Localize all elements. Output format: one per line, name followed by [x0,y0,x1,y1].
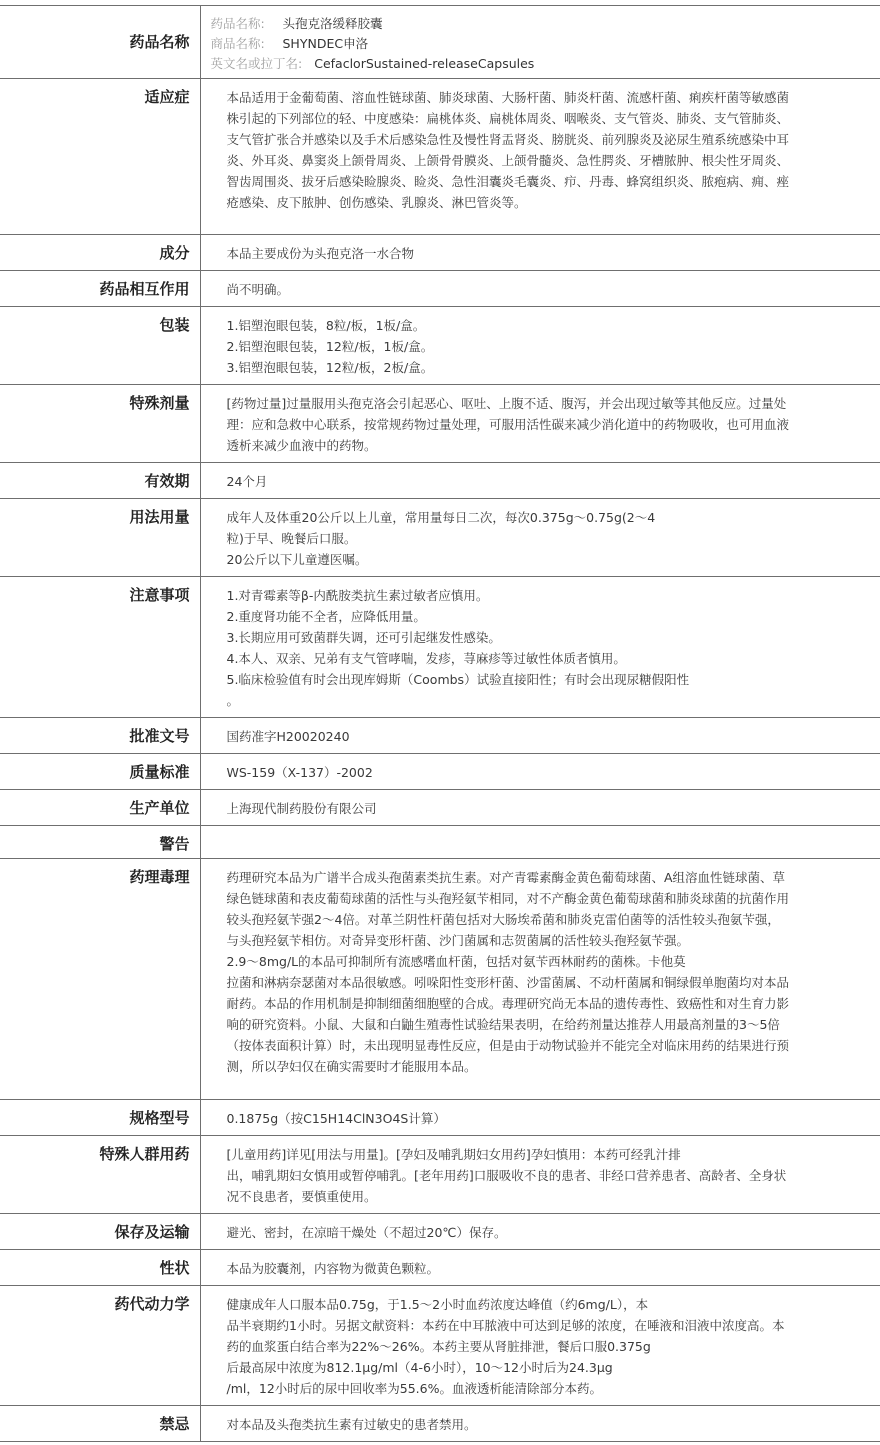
row-label: 性状 [0,1250,200,1286]
spec-row [0,385,880,463]
value-line: 。 [226,693,240,708]
generic-name-line [211,14,861,34]
row-value [200,1214,880,1250]
drug-spec-table [0,5,880,1442]
row-label: 警告 [0,826,200,859]
row-label: 特殊人群用药 [0,1136,200,1214]
name-key: 英文名或拉丁名: [210,56,303,71]
value-line: 本品主要成份为头孢克洛一水合物 [226,246,415,261]
value-line: 3.长期应用可致菌群失调，还可引起继发性感染。 [226,630,501,645]
row-value [200,1250,880,1286]
row-label: 注意事项 [0,577,200,718]
spec-row [0,1250,880,1286]
value-line: 避光、密封，在凉暗干燥处（不超过20℃）保存。 [226,1225,507,1240]
name-value: CefaclorSustained-releaseCapsules [314,56,535,71]
value-line: [药物过量]过量服用头孢克洛会引起恶心、呕吐、上腹不适、腹泻，并会出现过敏等其他反应。过量处理：应和急救中心联系，按常规药物过量处理，可服用活性碳来减少消化道中的药物吸收，也可用血液透析来减少血液中的药物。 [226,396,790,453]
value-line: 2.9～8mg/L的本品可抑制所有流感嗜血杆菌，包括对氨苄西林耐药的菌株。卡他莫 [226,954,686,969]
value-line: 拉菌和淋病奈瑟菌对本品很敏感。吲哚阳性变形杆菌、沙雷菌属、不动杆菌属和铜绿假单胞菌均对本品耐药。本品的作用机制是抑制细菌细胞壁的合成。毒理研究尚无本品的遗传毒性、致癌性和对生育力影响的研究资料。小鼠、大鼠和白鼬生殖毒性试验结果表明，在给药剂量达推荐人用最高剂量的3～5倍（按体表面积计算）时，未出现明显毒性反应，但是由于动物试验并不能完全对临床用药的结果进行预测，所以孕妇仅在确实需要时才能服用本品。 [226,975,790,1074]
value-line: 成年人及体重20公斤以上儿童，常用量每日二次，每次0.375g～0.75g(2～4 [226,510,656,525]
row-label: 生产单位 [0,790,200,826]
value-line: 国药准字H20020240 [226,729,350,744]
row-value [200,79,880,235]
row-value [200,1136,880,1214]
value-line: 对本品及头孢类抗生素有过敏史的患者禁用。 [226,1417,477,1432]
name-value: 头孢克洛缓释胶囊 [282,16,383,31]
spec-row [0,499,880,577]
value-line: 1.对青霉素等β-内酰胺类抗生素过敏者应慎用。 [226,588,489,603]
spec-row [0,1406,880,1442]
row-value [200,718,880,754]
name-key: 药品名称: [210,16,265,31]
row-label: 包装 [0,307,200,385]
row-value [200,754,880,790]
row-value [200,577,880,718]
spec-row [0,1100,880,1136]
row-value [200,385,880,463]
value-line: 本品适用于金葡萄菌、溶血性链球菌、肺炎球菌、大肠杆菌、肺炎杆菌、流感杆菌、痢疾杆菌等敏感菌株引起的下列部位的轻、中度感染：扁桃体炎、扁桃体周炎、咽喉炎、支气管炎、肺炎、支气管肺炎、支气管扩张合并感染以及手术后感染急性及慢性肾盂肾炎、膀胱炎、前列腺炎及泌尿生殖系统感染中耳炎、外耳炎、鼻窦炎上颌骨周炎、上颌骨骨膜炎、上颌骨髓炎、急性腭炎、牙槽脓肿、根尖性牙周炎、智齿周围炎、拔牙后感染睑腺炎、睑炎、急性泪囊炎毛囊炎、疖、丹毒、蜂窝组织炎、脓疱病、痈、痤疮感染、皮下脓肿、创伤感染、乳腺炎、淋巴管炎等。 [226,90,790,210]
spec-row [0,859,880,1100]
value-line: 健康成年人口服本品0.75g，于1.5～2小时血药浓度达峰值（约6mg/L），本 [226,1297,649,1312]
value-line: 上海现代制药股份有限公司 [226,801,377,816]
row-value [200,790,880,826]
value-line: 3.铝塑泡眼包装，12粒/板，2板/盒。 [226,360,434,375]
value-line: 1.铝塑泡眼包装，8粒/板，1板/盒。 [226,318,426,333]
value-line: 4.本人、双亲、兄弟有支气管哮喘，发疹，荨麻疹等过敏性体质者慎用。 [226,651,626,666]
value-line: 药理研究本品为广谱半合成头孢菌素类抗生素。对产青霉素酶金黄色葡萄球菌、A组溶血性链球菌、草绿色链球菌和表皮葡萄球菌的活性与头孢羟氨苄相同，对不产酶金黄色葡萄球菌和肺炎球菌的抗菌作用较头孢羟氨苄强2～4倍。对革兰阴性杆菌包括对大肠埃希菌和肺炎克雷伯菌等的活性较头孢氨苄强，与头孢羟氨苄相仿。对奇异变形杆菌、沙门菌属和志贺菌属的活性较头孢羟氨苄强。 [226,870,790,948]
row-value [200,1406,880,1442]
value-line: 24个月 [226,474,268,489]
row-label: 成分 [0,235,200,271]
row-label: 规格型号 [0,1100,200,1136]
value-line: 品半衰期约1小时。另据文献资料：本药在中耳脓液中可达到足够的浓度，在唾液和泪液中浓度高。本药的血浆蛋白结合率为22%～26%。本药主要从肾脏排泄，餐后口服0.375g [226,1318,785,1354]
row-value [200,826,880,859]
row-value [200,859,880,1100]
value-line: [儿童用药]详见[用法与用量]。[孕妇及哺乳期妇女用药]孕妇慎用：本药可经乳汁排 [226,1147,681,1162]
row-label: 批准文号 [0,718,200,754]
spec-row [0,754,880,790]
row-label: 保存及运输 [0,1214,200,1250]
row-value [200,6,880,79]
spec-row [0,718,880,754]
row-value [200,463,880,499]
row-label: 药代动力学 [0,1286,200,1406]
value-line: /ml，12小时后的尿中回收率为55.6%。血液透析能清除部分本药。 [226,1381,602,1396]
spec-row-drug-name [0,6,880,79]
trade-name-line [211,34,861,54]
row-value [200,499,880,577]
row-label: 用法用量 [0,499,200,577]
value-line: 后最高尿中浓度为812.1μg/ml（4-6小时），10～12小时后为24.3μg [226,1360,613,1375]
spec-row [0,1286,880,1406]
row-value [200,307,880,385]
value-line: 2.铝塑泡眼包装，12粒/板，1板/盒。 [226,339,434,354]
spec-row [0,307,880,385]
value-line: 出，哺乳期妇女慎用或暂停哺乳。[老年用药]口服吸收不良的患者、非经口营养患者、高龄者、全身状况不良患者，要慎重使用。 [226,1168,787,1204]
spec-row [0,577,880,718]
row-label: 禁忌 [0,1406,200,1442]
value-line: 尚不明确。 [226,282,290,297]
row-value [200,235,880,271]
spec-row [0,463,880,499]
row-value [200,271,880,307]
spec-row [0,1136,880,1214]
spec-row [0,1214,880,1250]
value-line: 5.临床检验值有时会出现库姆斯（Coombs）试验直接阳性；有时会出现尿糖假阳性 [226,672,690,687]
drug-spec-sheet [0,5,880,1442]
row-label: 药品相互作用 [0,271,200,307]
value-line: 0.1875g（按C15H14ClN3O4S计算） [226,1111,446,1126]
value-line: 粒)于早、晚餐后口服。 [226,531,357,546]
row-label: 药品名称 [0,6,200,79]
name-value: SHYNDEC申洛 [282,36,369,51]
spec-row [0,826,880,859]
value-line: 20公斤以下儿童遵医嘱。 [226,552,368,567]
row-label: 药理毒理 [0,859,200,1100]
row-label: 特殊剂量 [0,385,200,463]
value-line: 本品为胶囊剂，内容物为微黄色颗粒。 [226,1261,440,1276]
spec-row [0,79,880,235]
row-label: 质量标准 [0,754,200,790]
spec-row [0,235,880,271]
english-name-line [211,54,861,74]
row-value [200,1100,880,1136]
value-line: WS-159（X-137）-2002 [226,765,373,780]
row-value [200,1286,880,1406]
value-line: 2.重度肾功能不全者，应降低用量。 [226,609,426,624]
row-label: 有效期 [0,463,200,499]
name-key: 商品名称: [210,36,265,51]
spec-row [0,790,880,826]
row-label: 适应症 [0,79,200,235]
spec-row [0,271,880,307]
